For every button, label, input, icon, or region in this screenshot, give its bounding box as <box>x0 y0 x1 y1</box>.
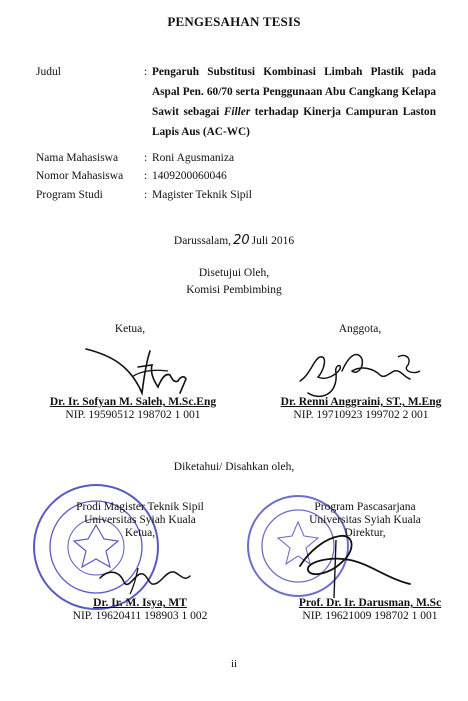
acknowledged-line: Diketahui/ Disahkan oleh, <box>173 461 295 473</box>
anggota-role: Anggota, <box>338 323 382 335</box>
prodi-value: Magister Teknik Sipil <box>152 189 252 201</box>
nomor-colon: : <box>144 170 148 182</box>
pasca-head-block <box>270 597 468 623</box>
prodi-head-signature <box>90 548 200 598</box>
nama-colon: : <box>144 152 148 164</box>
prodi-head-heading <box>40 501 240 540</box>
ketua-nip: NIP. 19590512 198702 1 001 <box>65 409 201 421</box>
anggota-signature <box>280 335 430 401</box>
pasca-head-line-2: Universitas Syiah Kuala <box>309 514 421 526</box>
approval-line-2: Komisi Pembimbing <box>186 284 282 296</box>
date-line <box>0 233 468 248</box>
nama-value: Roni Agusmaniza <box>152 152 235 164</box>
nama-label: Nama Mahasiswa <box>36 152 119 164</box>
prodi-label: Program Studi <box>36 189 103 201</box>
judul-label: Judul <box>36 66 61 78</box>
judul-colon: : <box>144 66 148 78</box>
ketua-name: Dr. Ir. Sofyan M. Saleh, M.Sc.Eng <box>49 396 217 408</box>
pasca-head-nip: NIP. 19621009 198702 1 001 <box>302 610 438 622</box>
anggota-nip: NIP. 19710923 199702 2 001 <box>293 409 429 421</box>
prodi-head-nip: NIP. 19620411 198903 1 002 <box>72 610 208 622</box>
approval-line-1: Disetujui Oleh, <box>198 267 270 279</box>
prodi-head-line-1: Prodi Magister Teknik Sipil <box>76 501 204 513</box>
prodi-head-name: Dr. Ir. M. Isya, MT <box>93 597 187 609</box>
document-title: PENGESAHAN TESIS <box>167 14 301 29</box>
prodi-colon: : <box>144 189 148 201</box>
ketua-signature <box>80 337 190 399</box>
thesis-title-part-3: terhadap Kinerja Campuran Laston Lapis Aus (AC-WC) <box>152 106 436 138</box>
ketua-role: Ketua, <box>114 323 146 335</box>
thesis-title-filler: Filler <box>223 106 251 118</box>
nomor-label: Nomor Mahasiswa <box>36 170 124 182</box>
page-number: ii <box>230 658 238 670</box>
anggota-block <box>266 396 456 422</box>
pasca-head-signature <box>290 520 420 604</box>
prodi-head-line-3: Ketua, <box>124 527 156 539</box>
nomor-value: 1409200060046 <box>152 170 227 182</box>
date-place: Darussalam, <box>173 235 232 247</box>
date-month-year: Juli 2016 <box>251 235 295 247</box>
anggota-name: Dr. Renni Anggraini, ST., M.Eng <box>280 396 442 408</box>
thesis-title-part-1: Pengaruh Substitusi Kombinasi Limbah Plastik pada Aspal Pen. 60/70 serta Penggunaan Abu Cangkang Kelapa Sawit sebagai <box>152 66 436 118</box>
prodi-head-block <box>40 597 240 623</box>
ketua-block <box>38 396 228 422</box>
prodi-head-line-2: Universitas Syiah Kuala <box>84 514 196 526</box>
pasca-head-name: Prof. Dr. Ir. Darusman, M.Sc <box>298 597 442 609</box>
pasca-head-line-3: Direktur, <box>344 527 386 539</box>
thesis-title <box>152 62 436 142</box>
pasca-head-line-1: Program Pascasarjana <box>314 501 416 513</box>
date-day-handwritten: 20 <box>233 233 250 248</box>
